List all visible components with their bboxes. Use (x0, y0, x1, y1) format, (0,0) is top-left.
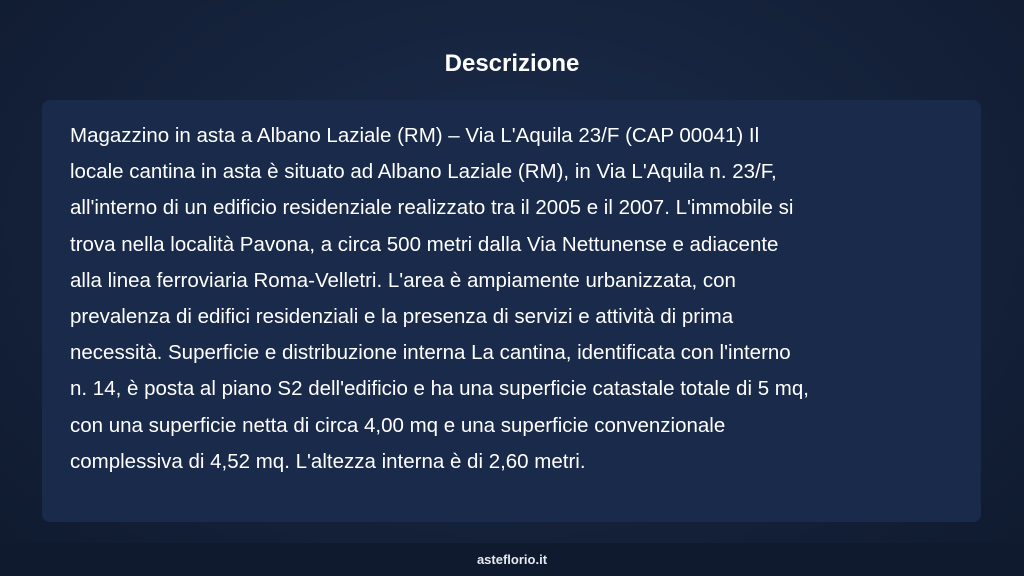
description-line: Magazzino in asta a Albano Laziale (RM) – Via L'Aquila 23/F (CAP 00041) Il (70, 124, 760, 147)
description-text (70, 118, 953, 480)
footer-bar (0, 543, 1024, 576)
description-card (42, 100, 981, 522)
footer-site-link[interactable]: asteflorio.it (476, 552, 548, 567)
description-line: con una superficie netta di circa 4,00 mq e una superficie convenzionale (70, 413, 726, 437)
description-line: trova nella località Pavona, a circa 500 metri dalla Via Nettunense e adiacente (70, 232, 779, 256)
description-line: necessità. Superficie e distribuzione interna La cantina, identificata con l'interno (70, 341, 791, 365)
description-line: complessiva di 4,52 mq. L'altezza interna è di 2,60 metri. (70, 449, 586, 473)
description-line: prevalenza di edifici residenziali e la presenza di servizi e attività di prima (70, 305, 734, 329)
description-line: locale cantina in asta è situato ad Albano Laziale (RM), in Via L'Aquila n. 23/F, (70, 160, 777, 184)
page-title: Descrizione (444, 50, 580, 77)
description-line: alla linea ferroviaria Roma-Velletri. L'area è ampiamente urbanizzata, con (70, 268, 736, 292)
description-line: all'interno di un edificio residenziale realizzato tra il 2005 e il 2007. L'immobile si (70, 196, 794, 220)
description-line: n. 14, è posta al piano S2 dell'edificio e ha una superficie catastale totale di 5 mq, (70, 377, 809, 401)
